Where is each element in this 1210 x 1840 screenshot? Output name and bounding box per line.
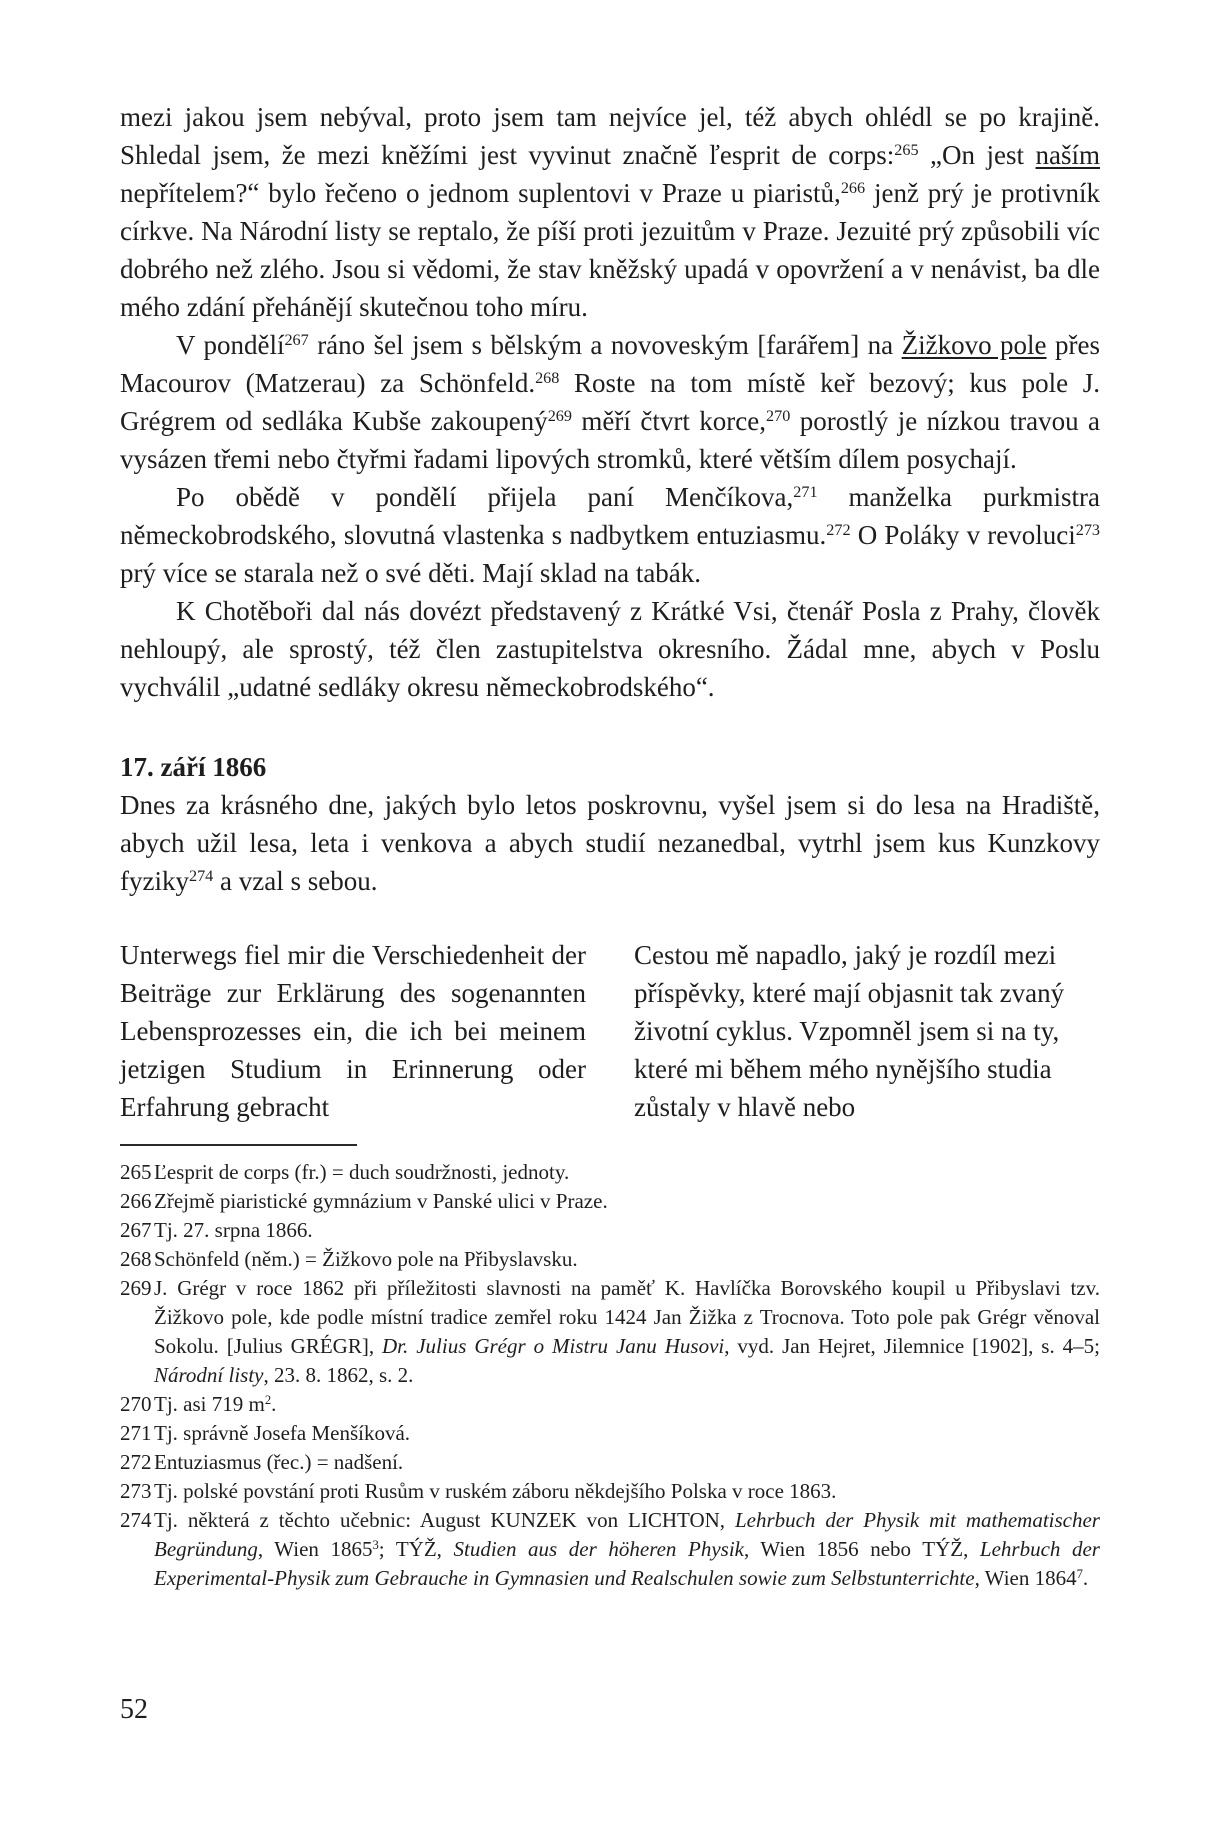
footnote-item bbox=[120, 1245, 1100, 1274]
footnote-item bbox=[120, 1419, 1100, 1448]
footnote-item bbox=[120, 1187, 1100, 1216]
main-text-block bbox=[120, 98, 1100, 1126]
paragraph-continuation: mezi jakou jsem nebýval, proto jsem tam nejvíce jel, též abych ohlédl se po krajině. Shledal jsem, že mezi kněžími jest vyvinut značně ľesprit de corps:$^{265}$ „On jest naším nepřítelem?“ bylo řečeno o jednom suplentovi v Praze u piaristů,$^{266}$ jenž prý je protivník církve. Na Národní listy se reptalo, že píší proti jezuitům v Praze. Jezuité prý způsobili víc dobrého než zlého. Jsou si vědomi, že stav kněžský upadá v opovržení a v nenávist, ba dle mého zdání přehánějí skutečnou toho míru. bbox=[120, 102, 1100, 322]
footnote-item bbox=[120, 1158, 1100, 1187]
footnote-item bbox=[120, 1477, 1100, 1506]
footnote-text: Entuziasmus (řec.) = nadšení. bbox=[154, 1450, 404, 1474]
footnote-number: 267 bbox=[120, 1218, 152, 1242]
footnote-item bbox=[120, 1506, 1100, 1593]
footnote-number: 272 bbox=[120, 1450, 152, 1474]
page-number: 52 bbox=[120, 1694, 148, 1725]
german-column: Unterwegs fiel mir die Verschiedenheit der Beiträge zur Erklärung des sogenannten Lebensprozesses ein, die ich bei meinem jetzigen Studium in Erinnerung oder Erfahrung gebracht bbox=[120, 940, 586, 1122]
footnote-text: Ľesprit de corps (fr.) = duch soudržnosti, jednoty. bbox=[154, 1160, 570, 1184]
footnote-text: Tj. asi 719 $m^2$. bbox=[154, 1392, 277, 1416]
footnote-number: 274 bbox=[120, 1508, 152, 1532]
paragraph-diary-entry: Dnes za krásného dne, jakých bylo letos poskrovnu, vyšel jsem si do lesa na Hradiště, abych užil lesa, leta i venkova a abych studií nezanedbal, vytrhl jsem kus Kunzkovy fyziky$^{274}$ a vzal s sebou. bbox=[120, 790, 1100, 896]
footnote-number: 265 bbox=[120, 1160, 152, 1184]
date-heading: 17. září 1866 bbox=[120, 752, 267, 782]
footnote-separator bbox=[120, 1144, 357, 1146]
footnote-text: Tj. polské povstání proti Rusům v ruském záboru někdejšího Polska v roce 1863. bbox=[154, 1479, 837, 1503]
footnote-number: 271 bbox=[120, 1421, 152, 1445]
footnote-text: J. Grégr v roce 1862 při příležitosti slavnosti na paměť K. Havlíčka Borovského koupil u Přibyslavi tzv. Žižkovo pole, kde podle místní tradice zemřel roku 1424 Jan Žižka z Trocnova. Toto pole pak Grégr věnoval Sokolu. [Julius GRÉGR], Dr. Julius Grégr o Mistru Janu Husovi, vyd. Jan Hejret, Jilemnice [1902], s. 4–5; Národní listy, 23. 8. 1862, s. 2. bbox=[154, 1276, 1100, 1387]
footnote-number: 269 bbox=[120, 1276, 152, 1300]
footnote-number: 273 bbox=[120, 1479, 152, 1503]
paragraph-zizkovo-pole: V pondělí$^{267}$ ráno šel jsem s bělským a novoveským [farářem] na Žižkovo pole přes Macourov (Matzerau) za Schönfeld.$^{268}$ Roste na tom místě keř bezový; kus pole J. Grégrem od sedláka Kubše zakoupený$^{269}$ měří čtvrt korce,$^{270}$ porostlý je nízkou travou a vysázen třemi nebo čtyřmi řadami lipových stromků, které větším dílem posychají. bbox=[120, 330, 1101, 474]
footnote-text: Schönfeld (něm.) = Žižkovo pole na Přibyslavsku. bbox=[154, 1247, 578, 1271]
czech-column: Cestou mě napadlo, jaký je rozdíl mezi příspěvky, které mají objasnit tak zvaný životní cyklus. Vzpomněl jsem si na ty, které mi během mého nynějšího studia zůstaly v hlavě nebo bbox=[634, 940, 1065, 1122]
footnote-text: Tj. správně Josefa Menšíková. bbox=[154, 1421, 411, 1445]
footnote-item bbox=[120, 1390, 1100, 1419]
footnote-text: Zřejmě piaristické gymnázium v Panské ulici v Praze. bbox=[154, 1189, 608, 1213]
footnote-item bbox=[120, 1274, 1100, 1390]
two-column-block bbox=[120, 936, 1100, 1126]
paragraph-mencikova: Po obědě v pondělí přijela paní Menčíkova,$^{271}$ manželka purkmistra německobrodského, slovutná vlastenka s nadbytkem entuziasmu.$^{272}$ O Poláky v revoluci$^{273}$ prý více se starala než o své děti. Mají sklad na tabák. bbox=[120, 482, 1100, 588]
paragraph-chotebor: K Chotěboři dal nás dovézt představený z Krátké Vsi, čtenář Posla z Prahy, člověk nehloupý, ale sprostý, též člen zastupitelstva okresního. Žádal mne, abych v Poslu vychválil „udatné sedláky okresu německobrodského“. bbox=[120, 596, 1100, 702]
footnote-number: 268 bbox=[120, 1247, 152, 1271]
footnotes-section bbox=[120, 1158, 1100, 1593]
footnote-number: 266 bbox=[120, 1189, 152, 1213]
footnote-text: Tj. některá z těchto učebnic: August KUNZEK von LICHTON, Lehrbuch der Physik mit mathematischer Begründung, Wien 1865$^3$; TÝŽ, Studien aus der höheren Physik, Wien 1856 nebo TÝŽ, Lehrbuch der Experimental-Physik zum Gebrauche in Gymnasien und Realschulen sowie zum Selbstunterrichte, Wien 1864$^7$. bbox=[154, 1508, 1100, 1590]
footnote-number: 270 bbox=[120, 1392, 152, 1416]
footnote-text: Tj. 27. srpna 1866. bbox=[154, 1218, 313, 1242]
footnote-item bbox=[120, 1216, 1100, 1245]
footnote-item bbox=[120, 1448, 1100, 1477]
